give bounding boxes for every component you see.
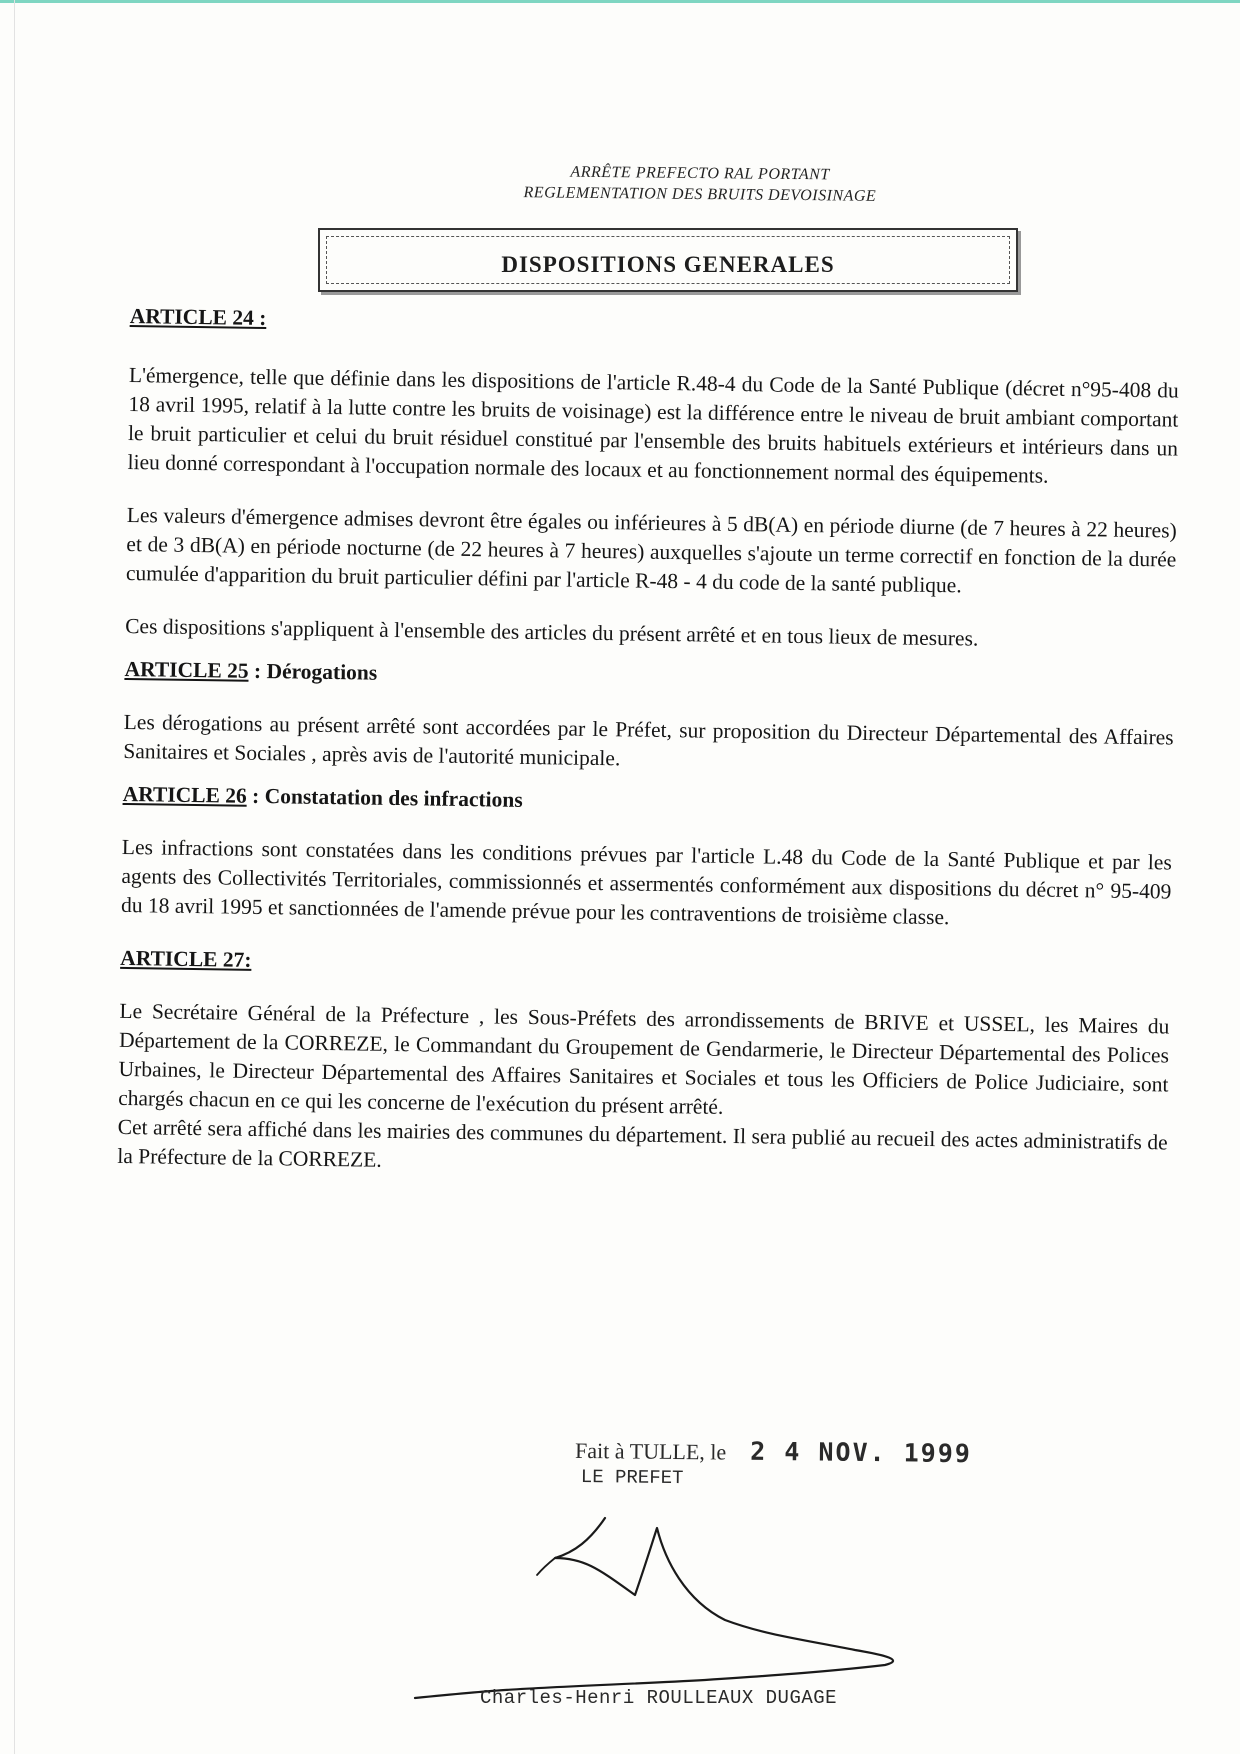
article-27-paragraph-1: Le Secrétaire Général de la Préfecture , les Sous-Préfets des arrondissements de BRIVE et USSEL, les Maires du Département de la CORREZE, le Commandant du Groupement de Gendarmerie, le Directeur Départemental des Polices Urbaines, le Directeur Départemental des Affaires Sanitaires et Sociales et tous les Officiers de Police Judiciaire, sont chargés chacun en ce qui les concerne de l'exécution du présent arrêté. — [118, 998, 1170, 1119]
article-27-number: ARTICLE 27: — [120, 945, 252, 972]
header-line-2: REGLEMENTATION DES BRUITS DEVOISINAGE — [523, 184, 877, 205]
article-24-paragraph-2: Les valeurs d'émergence admises devront être égales ou inférieures à 5 dB(A) en période diurne (de 7 heures à 22 heures) et de 3 dB(A) en période nocturne (de 22 heures à 7 heures) auxquelles s'ajoute un terme correctif en fonction de la durée cumulée d'apparition du bruit particulier défini par l'article R-48 - 4 du code de la santé publique. — [125, 502, 1177, 598]
article-24-paragraph-1: L'émergence, telle que définie dans les dispositions de l'article R.48-4 du Code de la Santé Publique (décret n°95-408 du 18 avril 1995, relatif à la lutte contre les bruits de voisinage) est la différence entre le niveau de bruit ambiant comportant le bruit particulier et celui du bruit résiduel constitué par l'ensemble des bruits habituels extérieurs et intérieurs dans un lieu donné correspondant à l'occupation normale des locaux et au fonctionnement normal des équipements. — [127, 362, 1179, 488]
signer-title: LE PREFET — [580, 1465, 684, 1490]
date-stamp: 2 4 NOV. 1999 — [750, 1436, 973, 1469]
article-27-paragraph-2: Cet arrêté sera affiché dans les mairies des communes du département. Il sera publié au recueil des actes administratifs de la Préfecture de la CORREZE. — [117, 1114, 1168, 1172]
article-26-number: ARTICLE 26 — [122, 781, 247, 808]
article-25-number: ARTICLE 25 — [124, 656, 249, 683]
article-24-number: ARTICLE 24 : — [129, 303, 267, 331]
section-title-box — [318, 228, 1018, 292]
section-title: DISPOSITIONS GENERALES — [501, 252, 835, 277]
header-line-1: ARRÊTE PREFECTO RAL PORTANT — [570, 163, 830, 184]
handwritten-signature — [385, 1500, 985, 1700]
scan-edge — [14, 0, 15, 1754]
signature-block — [575, 1435, 972, 1492]
signer-name: Charles-Henri ROULLEAUX DUGAGE — [480, 1687, 838, 1709]
document-header — [440, 160, 960, 207]
article-24-paragraph-3: Ces dispositions s'appliquent à l'ensemble des articles du présent arrêté et en tous lieux de mesures. — [125, 613, 979, 651]
article-25-subtitle: : Dérogations — [248, 658, 378, 685]
top-edge-rule — [0, 0, 1240, 3]
article-25-paragraph-1: Les dérogations au présent arrêté sont accordées par le Préfet, sur proposition du Directeur Départemental des Affaires Sanitaires et Sociales , après avis de l'autorité municipale. — [123, 709, 1174, 771]
place-text: Fait à TULLE, le — [574, 1437, 727, 1465]
document-body — [117, 302, 1180, 1186]
place-date-line — [575, 1435, 972, 1468]
article-26-subtitle: : Constatation des infractions — [246, 783, 523, 812]
article-26-paragraph-1: Les infractions sont constatées dans les conditions prévues par l'article L.48 du Code de la Santé Publique et par les agents des Collectivités Territoriales, commissionnés et assermentés conformément aux dispositions du décret n° 95-409 du 18 avril 1995 et sanctionnées de l'amende prévue pour les contraventions de troisième classe. — [120, 834, 1172, 930]
